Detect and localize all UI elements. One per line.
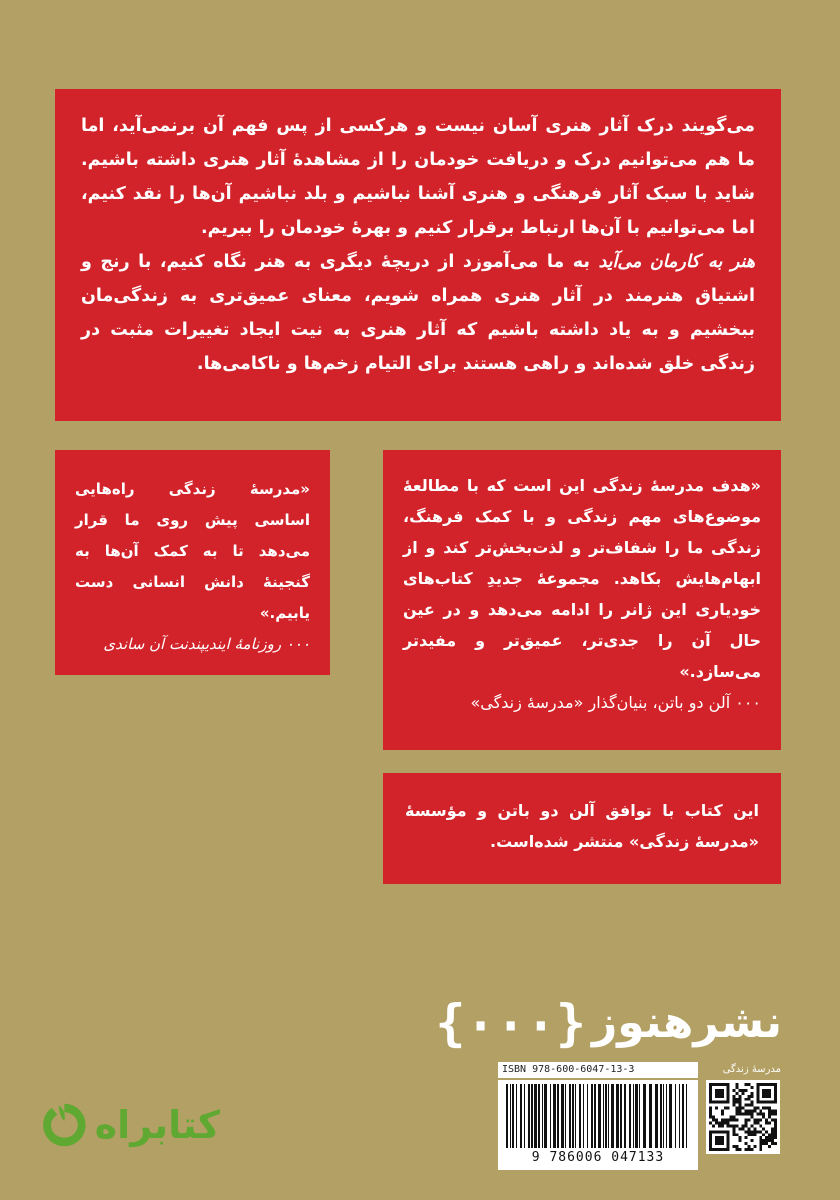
isbn-label: ISBN 978-600-6047-13-3: [498, 1062, 698, 1078]
ketabrah-name: کتابراه: [94, 1103, 220, 1147]
publisher-logo: [435, 985, 782, 1060]
publisher-logo-brackets: {۰۰۰}: [435, 993, 586, 1052]
barcode-icon: [498, 1080, 698, 1150]
publication-note-box: [383, 773, 781, 884]
publication-note: این کتاب با توافق آلن دو باتن و مؤسسهٔ «مدرسهٔ زندگی» منتشر شده‌است.: [405, 801, 759, 851]
qr-code-icon: [706, 1080, 780, 1154]
barcode-digits: 9 786006 047133: [498, 1148, 698, 1170]
description-paragraph-2-text: به ما می‌آموزد از دریچهٔ دیگری به هنر نگاه کنیم، با رنج و اشتیاق هنرمند در آثار هنری همراه شویم، معنای عمیق‌تری به زندگی‌مان ببخشیم و به یاد داشته باشیم که آثار هنری به نیت ایجاد تغییرات مثبت در زندگی خلق شده‌اند و راهی هستند برای التیام زخم‌ها و ناکامی‌ها.: [81, 252, 755, 374]
quote-box-right: [383, 450, 781, 750]
ketabrah-logo: [40, 1090, 220, 1160]
quote-left-text: «مدرسهٔ زندگی راه‌هایی اساسی پیش روی ما قرار می‌دهد تا به کمک آن‌ها به گنجینهٔ دانش انسانی دست یابیم.»: [75, 480, 310, 622]
description-paragraph-1: می‌گویند درک آثار هنری آسان نیست و هرکسی از پس فهم آن برنمی‌آید، اما ما هم می‌توانیم درک و دریافت خودمان را از مشاهدهٔ آثار هنری داشته باشیم. شاید با سبک آثار فرهنگی و هنری آشنا نباشیم و بلد نباشیم آن‌ها را نقد کنیم، اما می‌توانیم با آن‌ها ارتباط برقرار کنیم و بهرهٔ خودمان را ببریم.: [81, 116, 755, 238]
publisher-name: نشرهنوز: [591, 997, 782, 1048]
description-box: [55, 89, 781, 421]
quote-left-attribution: ۰۰۰ روزنامهٔ ایندیپندنت آن ساندی: [103, 635, 310, 653]
book-title-inline: هنر به کارمان می‌آید: [598, 252, 756, 272]
quote-right-text: «هدف مدرسهٔ زندگی این است که با مطالعهٔ موضوع‌های مهم زندگی و با کمک فرهنگ، زندگی ما را شفاف‌تر و لذت‌بخش‌تر کند و از ابهام‌هایش بکاهد. مجموعهٔ جدیدِ کتاب‌های خودیاری این ژانر را ادامه می‌دهد و در عین حال آن را جدی‌تر، عمیق‌تر و مفیدتر می‌سازد.»: [403, 476, 761, 681]
barcode-area: [498, 1060, 782, 1170]
description-paragraph-2: [81, 245, 755, 381]
quote-right-attribution: ۰۰۰ آلن دو باتن، بنیان‌گذار «مدرسهٔ زندگی»: [470, 693, 761, 712]
quote-box-left: [55, 450, 330, 675]
ketabrah-logo-icon: [40, 1094, 89, 1156]
series-label: مدرسهٔ زندگی: [722, 1064, 781, 1075]
